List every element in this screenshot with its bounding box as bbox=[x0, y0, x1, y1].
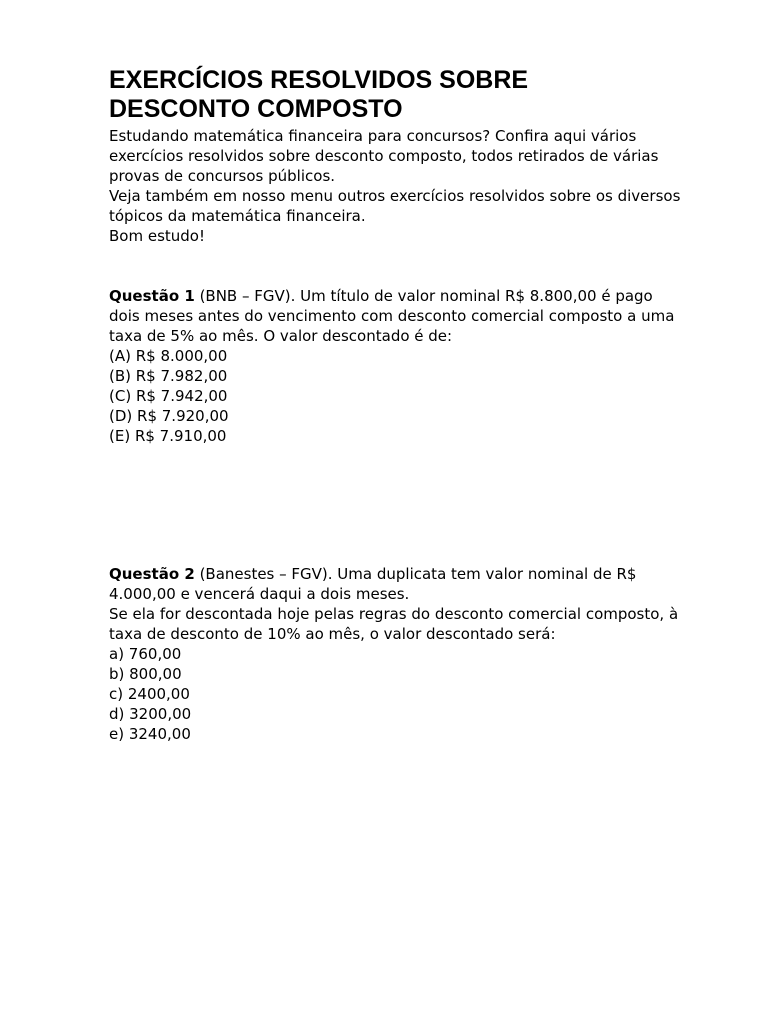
option-b: (B) R$ 7.982,00 bbox=[109, 367, 228, 385]
question-1-line: taxa de 5% ao mês. O valor descontado é de: bbox=[109, 327, 453, 345]
question-2-label: Questão 2 bbox=[109, 565, 195, 583]
option-d: (D) R$ 7.920,00 bbox=[109, 407, 229, 425]
option-d: d) 3200,00 bbox=[109, 705, 192, 723]
question-1-label: Questão 1 bbox=[109, 287, 195, 305]
intro-line: provas de concursos públicos. bbox=[109, 167, 336, 185]
intro-line: Veja também em nosso menu outros exercícios resolvidos sobre os diversos bbox=[109, 187, 681, 205]
question-2-text-start: (Banestes – FGV). Uma duplicata tem valor nominal de R$ bbox=[194, 565, 637, 583]
document-page bbox=[109, 66, 719, 744]
intro-line: Estudando matemática financeira para concursos? Confira aqui vários bbox=[109, 127, 637, 145]
option-a: (A) R$ 8.000,00 bbox=[109, 347, 228, 365]
option-e: (E) R$ 7.910,00 bbox=[109, 427, 227, 445]
title-line-2: DESCONTO COMPOSTO bbox=[109, 95, 403, 123]
option-e: e) 3240,00 bbox=[109, 725, 191, 743]
title-line-1: EXERCÍCIOS RESOLVIDOS SOBRE bbox=[109, 66, 529, 94]
option-a: a) 760,00 bbox=[109, 645, 182, 663]
option-c: c) 2400,00 bbox=[109, 685, 190, 703]
question-1-line: dois meses antes do vencimento com desconto comercial composto a uma bbox=[109, 307, 675, 325]
question-2-options bbox=[109, 644, 719, 744]
question-2-line: 4.000,00 e vencerá daqui a dois meses. bbox=[109, 585, 410, 603]
question-2-line: Se ela for descontada hoje pelas regras do desconto comercial composto, à bbox=[109, 605, 679, 623]
question-2-line: taxa de desconto de 10% ao mês, o valor descontado será: bbox=[109, 625, 556, 643]
question-2 bbox=[109, 564, 719, 744]
option-b: b) 800,00 bbox=[109, 665, 182, 683]
option-c: (C) R$ 7.942,00 bbox=[109, 387, 228, 405]
question-1 bbox=[109, 286, 719, 446]
intro-line: tópicos da matemática financeira. bbox=[109, 207, 366, 225]
intro-line: exercícios resolvidos sobre desconto composto, todos retirados de várias bbox=[109, 147, 659, 165]
question-1-text-start: (BNB – FGV). Um título de valor nominal R$ 8.800,00 é pago bbox=[194, 287, 653, 305]
question-1-options bbox=[109, 346, 719, 446]
question-2-statement bbox=[109, 564, 719, 584]
page-title bbox=[109, 66, 719, 124]
intro-line: Bom estudo! bbox=[109, 227, 205, 245]
intro-paragraph bbox=[109, 126, 719, 246]
question-1-statement bbox=[109, 286, 719, 306]
